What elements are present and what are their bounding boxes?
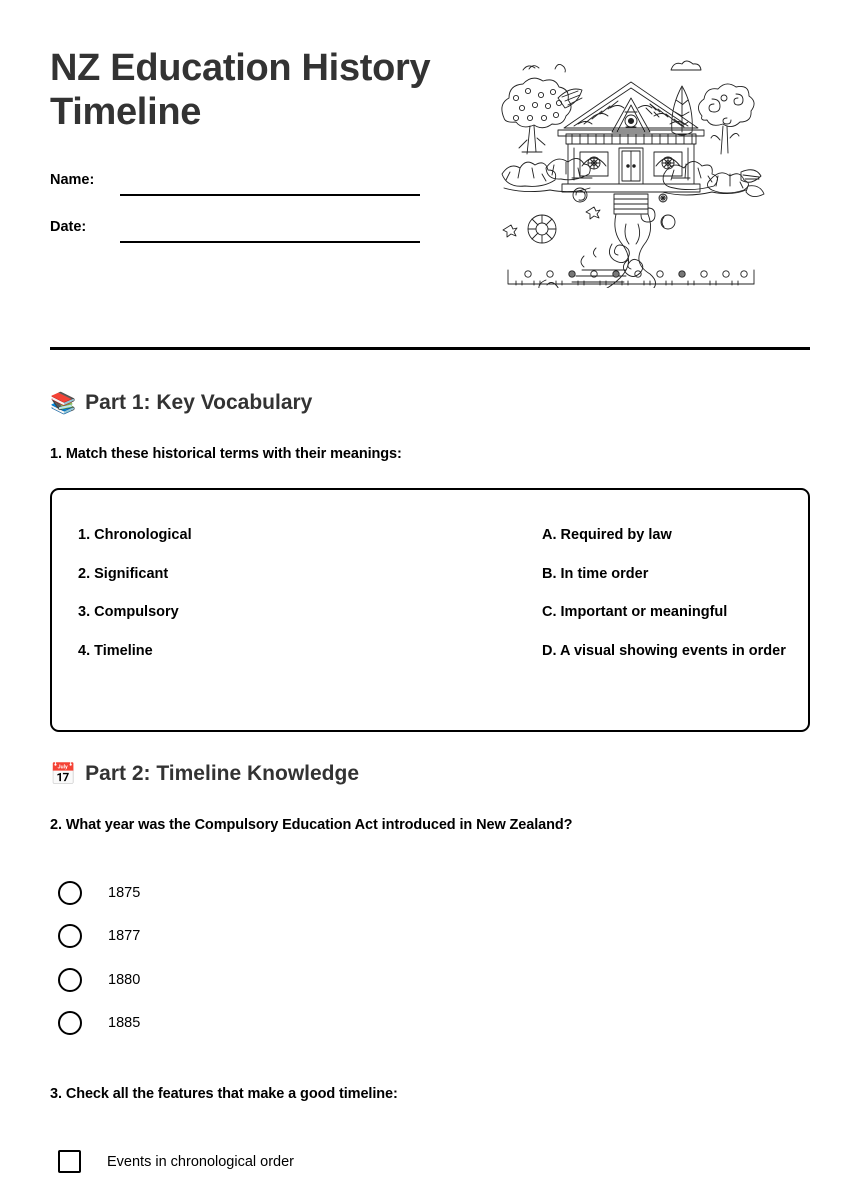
shrubs-right xyxy=(662,161,764,196)
part2-heading xyxy=(50,762,359,786)
shrubs-left xyxy=(502,158,590,191)
date-field-label: Date: xyxy=(50,219,87,235)
question-2-text: 2. What year was the Compulsory Education Act introduced in New Zealand? xyxy=(50,817,573,833)
radio-option-row[interactable] xyxy=(58,871,140,915)
radio-option-label: 1877 xyxy=(108,928,141,945)
checkbox-option-row[interactable] xyxy=(58,1140,294,1184)
radio-option-label: 1880 xyxy=(108,971,141,988)
radio-option-row[interactable] xyxy=(58,958,140,1002)
term-item[interactable]: 4. Timeline xyxy=(78,642,153,659)
header-divider xyxy=(50,347,810,350)
term-item[interactable]: 1. Chronological xyxy=(78,527,192,543)
date-input-line[interactable] xyxy=(120,241,420,243)
checkbox-icon[interactable] xyxy=(58,1150,81,1173)
name-field-row xyxy=(50,164,430,211)
radio-icon[interactable] xyxy=(58,881,82,905)
radio-option-row[interactable] xyxy=(58,915,140,959)
books-icon: 📚 xyxy=(50,391,77,415)
question-3-text: 3. Check all the features that make a good timeline: xyxy=(50,1086,398,1102)
definition-item[interactable]: C. Important or meaningful xyxy=(542,604,728,621)
radio-option-label: 1885 xyxy=(108,1015,141,1032)
radio-option-row[interactable] xyxy=(58,1002,140,1046)
radio-option-label: 1875 xyxy=(108,884,141,901)
term-item[interactable]: 3. Compulsory xyxy=(78,604,179,621)
name-field-label: Name: xyxy=(50,172,95,188)
radio-icon[interactable] xyxy=(58,924,82,948)
question-2-options xyxy=(58,871,140,1045)
definition-item[interactable]: B. In time order xyxy=(542,565,649,582)
date-field-row xyxy=(50,211,430,258)
house-garden-illustration xyxy=(486,48,776,288)
definitions-column xyxy=(542,526,792,680)
vocabulary-match-box xyxy=(50,488,810,732)
radio-icon[interactable] xyxy=(58,968,82,992)
part1-heading-text: Part 1: Key Vocabulary xyxy=(85,391,313,414)
feather-leaf xyxy=(558,89,582,108)
question-1-text: 1. Match these historical terms with their meanings: xyxy=(50,446,402,462)
term-item[interactable]: 2. Significant xyxy=(78,565,169,582)
checkbox-option-label: Events in chronological order xyxy=(107,1153,294,1170)
question-3-options xyxy=(58,1140,294,1184)
radio-icon[interactable] xyxy=(58,1011,82,1035)
ground-ruler xyxy=(508,270,754,285)
spiral-tree xyxy=(698,84,754,154)
cloud-left xyxy=(523,64,565,72)
calendar-icon: 📅 xyxy=(50,762,77,786)
definition-item[interactable]: D. A visual showing events in order xyxy=(542,642,786,659)
terms-column xyxy=(78,526,498,680)
page-title: NZ Education History Timeline xyxy=(50,47,431,134)
cloud-right xyxy=(671,61,701,70)
definition-item[interactable]: A. Required by law xyxy=(542,527,672,543)
student-fields xyxy=(50,164,430,258)
part1-heading xyxy=(50,391,312,415)
name-input-line[interactable] xyxy=(120,194,420,196)
berry-tree xyxy=(502,78,571,154)
part2-heading-text: Part 2: Timeline Knowledge xyxy=(85,762,359,785)
